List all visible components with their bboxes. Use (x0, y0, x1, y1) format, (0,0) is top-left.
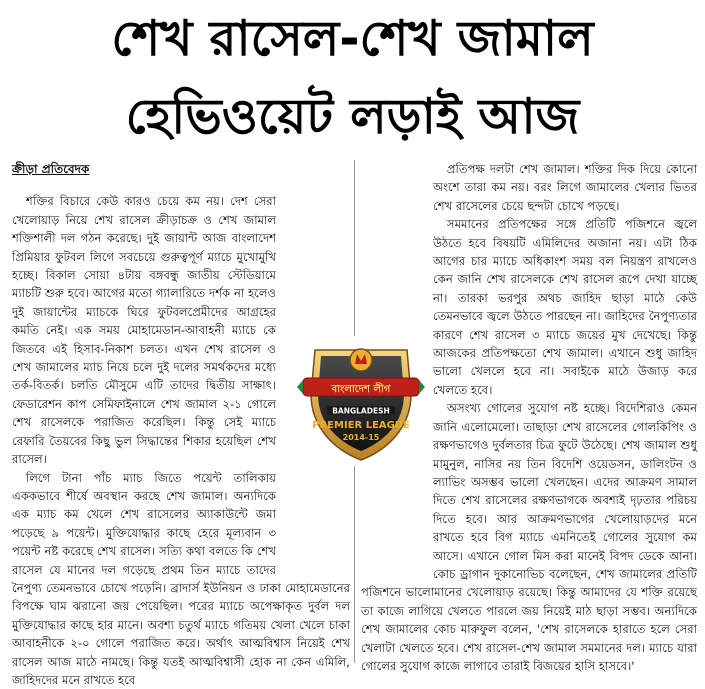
logo-season: 2014-15 (343, 433, 380, 442)
headline-line-1: শেখ রাসেল-শেখ জামাল (0, 14, 705, 63)
premier-league-emblem (295, 336, 427, 466)
left-paragraph-2: লিগে টানা পাঁচ ম্যাচ জিতে পয়েন্ট তালিকায় এককভাবে শীর্ষে অবস্থান করছে শেখ জামাল। অন্যদিকে এক ম্যাচ কম খেলে শেখ রাসেলের অ্যাকাউন্টে জমা পড়েছে ৯ পয়েন্ট। মুক্তিযোদ্ধার কাছে হেরে মূল্যবান ৩ পয়েন্ট নষ্ট করেছে শেখ রাসেল। সত্যি কথা বলতে কি শেখ রাসেল যে মানের দল গড়েছে প্রথম তিন ম্যাচে তাদের নৈপুণ্য তেমনভাবে চোখে পড়েনি। ব্রাদার্স ইউনিয়ন ও ঢাকা মোহামেডানের বিপক্ষে ঘাম ঝরানো জয় পেয়েছিল। পরের ম্যাচে অপেক্ষাকৃত দুর্বল দল মুক্তিযোদ্ধার কাছে হার মানে। অবশ্য চতুর্থ ম্যাচে গতিময় খেলা খেলে চাকা আবাহনীকে ২-০ গোলে পরাজিত করে। অর্থাৎ আত্মবিশ্বাস নিয়েই শেখ রাসেল আজ মাঠে নামছে। কিন্তু যতই আত্মবিশ্বাসী হোক না কেন এমিলি, জাহিদদের মনে রাখতে হবে (12, 469, 350, 689)
byline: ক্রীড়া প্রতিবেদক (12, 160, 350, 178)
logo-line-1: BANGLADESH (332, 407, 390, 416)
headline-line-2: হেভিওয়েট লড়াই আজ (0, 92, 705, 141)
logo-bangla-text: বাংলাদেশ লীগ (331, 381, 391, 395)
right-paragraph-1: প্রতিপক্ষ দলটা শেখ জামাল। শক্তির দিক দিয়ে কোনো অংশে তারা কম নয়। বরং লিগে জামালের খেলার ভিতর শেখ রাসেলের চেয়ে ছন্দটা চোখে পড়ছে। (361, 160, 697, 215)
right-paragraph-2: সমমানের প্রতিপক্ষের সঙ্গে প্রতিটি পজিশনে জ্বলে উঠতে হবে বিষয়টি এমিলিদের অজানা নয়। এটা ঠিক আগের চার ম্যাচে অধিকাংশ সময় বল নিয়ন্ত্রণ রাখলেও কেন জানি শেখ রাসেলকে শেখ রাসেল রূপে দেখা যাচ্ছে না। তারকা ভরপুর অথচ জাহিদ ছাড়া মাঠে কেউ তেমনভাবে জ্বলে উঠতে পারছেন না। জাহিদের নৈপুণ্যতার কারণে শেখ রাসেল ৩ ম্যাচে জয়ের মুখ দেখেছে। কিন্তু আজকের প্রতিপক্ষতো শেখ জামাল। এখানে শুধু জাহিদ ভালো খেললে হবে না। সবাইকে মাঠে উজাড় করে খেলতে হবে। (361, 215, 697, 399)
left-paragraph-1: শক্তির বিচারে কেউ কারও চেয়ে কম নয়। দেশ সেরা খেলোয়াড় নিয়ে শেখ রাসেল ক্রীড়াচক্র ও শেখ জামাল শক্তিশালী দল গঠন করেছে। দুই জায়ান্ট আজ বাংলাদেশ প্রিমিয়ার ফুটবল লিগে সবচেয়ে গুরুত্বপূর্ণ ম্যাচে মুখোমুখি হচ্ছে। বিকাল সোয়া ৪টায় বঙ্গবন্ধু জাতীয় স্টেডিয়ামে ম্যাচটি শুরু হবে। আগের মতো গ্যালারিতে দর্শক না হলেও দুই জায়ান্টের ম্যাচকে ঘিরে ফুটবলপ্রেমীদের আগ্রহের কমতি নেই। এক সময় মোহামেডান-আবাহনী ম্যাচে কে জিতবে এই হিসাব-নিকাশ চলত। এখন শেখ রাসেল ও শেখ জামালের ম্যাচ নিয়ে চলে দুই দলের সমর্থকদের মধ্যে তর্ক-বিতর্ক। চলতি মৌসুমে এটি তাদের দ্বিতীয় সাক্ষাৎ। ফেডারেশন কাপ সেমিফাইনালে শেখ জামাল ২-১ গোলে শেখ রাসেলকে পরাজিত করেছিল। কিন্তু সেই ম্যাচে রেফারি তৈয়বের কিছু ভুল সিদ্ধান্তের শিকার হয়েছিল শেখ রাসেল। (12, 192, 350, 468)
right-paragraph-3: অসংখ্য গোলের সুযোগ নষ্ট হচ্ছে। বিদেশিরাও কেমন জানি এলোমেলো। তাছাড়া শেখ রাসেলের গোলকিপিং ও রক্ষণভাগেও দুর্বলতার চিত্র ফুটে উঠেছে। শেখ জামাল শুধু মামুনুল, নাসির নয় তিন বিদেশি ওয়েডসন, ডালিংটন ও ল্যাভিং অসম্ভব ভালো খেলছেন। এদের আক্রমণ সামাল দিতে শেখ রাসেলের রক্ষণভাগকে অবশ্যই দৃঢ়তার পরিচয় দিতে হবে। আর আক্রমণভাগের খেলোয়াড়দের মনে রাখতে হবে বিগ ম্যাচে এমনিতেই গোলের সুযোগ কম আসে। এখানে গোল মিস করা মানেই বিপদ ডেকে আনা। কোচ ড্রাগান দুকানোভিচ বলেছেন, শেখ জামালের প্রতিটি পজিশনে ভালোমানের খেলোয়াড় রয়েছে। কিন্তু আমাদের যে শক্তি রয়েছে তা কাজে লাগিয়ে খেলতে পারলে জয় নিয়েই মাঠ ছাড়া সম্ভব। অন্যদিকে শেখ জামালের কোচ মারুফুল বলেন, 'শেখ রাসেলকে হারাতে হলে সেরা খেলাটা খেলতে হবে। শেখ রাসেল-শেখ জামাল সমমানের দল। ম্যাচে যারা গোলের সুযোগ কাজে লাগাবে তারাই বিজয়ের হাসি হাসবে।' (361, 399, 697, 675)
logo-line-2: PREMIER LEAGUE (312, 420, 410, 431)
bangladesh-premier-league-logo-icon (295, 336, 427, 466)
